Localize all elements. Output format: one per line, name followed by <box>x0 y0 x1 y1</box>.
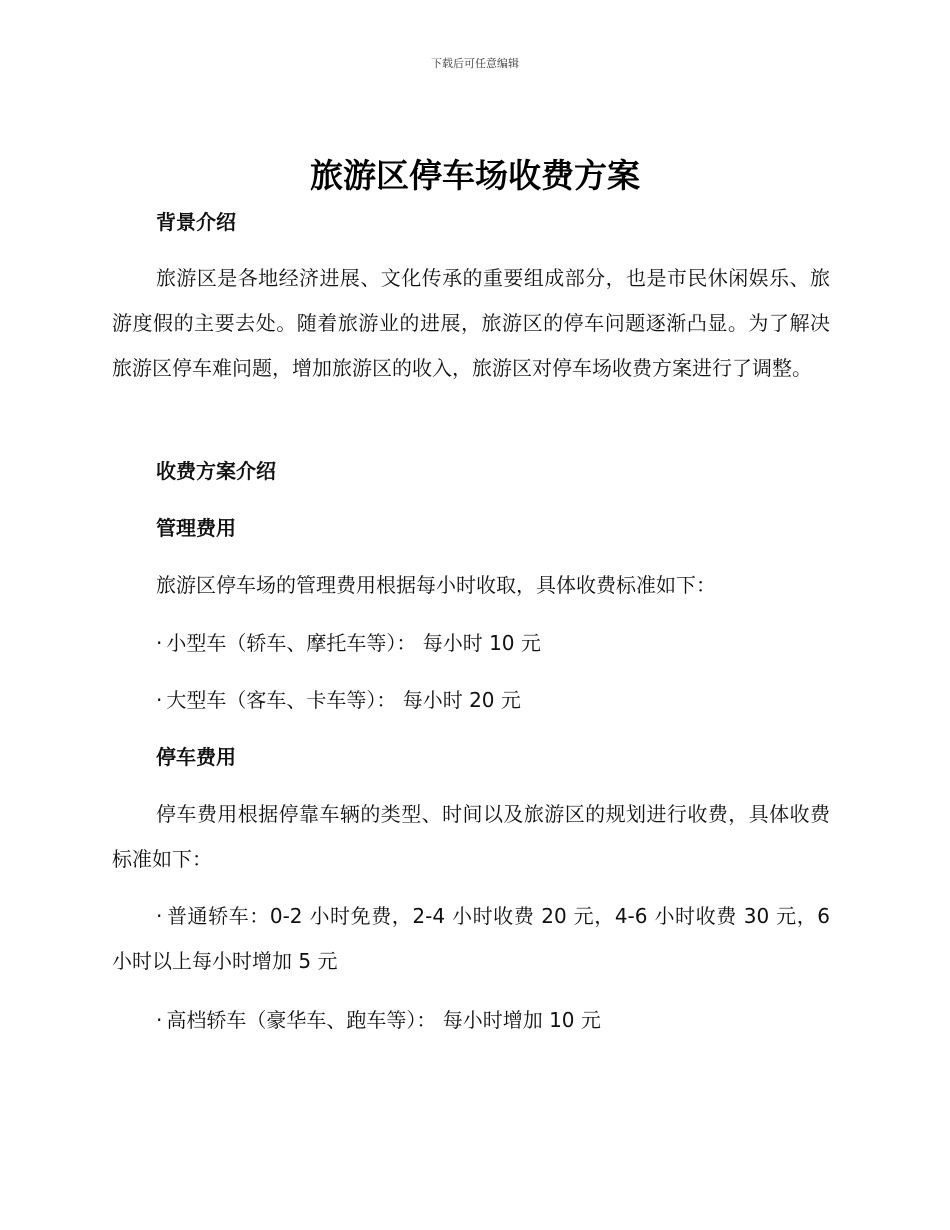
paragraph-parking-intro: 停车费用根据停靠车辆的类型、时间以及旅游区的规划进行收费，具体收费标准如下： <box>112 802 830 871</box>
document-title: 旅游区停车场收费方案 <box>310 156 640 195</box>
paragraph-management-intro: 旅游区停车场的管理费用根据每小时收取，具体收费标准如下： <box>156 573 716 597</box>
list-item-management-large <box>156 685 521 715</box>
list-item-text: 小型车（轿车、摩托车等）： 每小时 10 元 <box>166 631 541 655</box>
list-item-management-small <box>156 628 541 658</box>
header-note: 下载后可任意编辑 <box>431 57 519 70</box>
list-item-parking-luxury <box>156 1005 601 1035</box>
list-item-text: 普通轿车：0-2 小时免费，2-4 小时收费 20 元，4-6 小时收费 30 元，6 小时以上每小时增加 5 元 <box>112 904 830 973</box>
bullet-icon: · <box>156 631 163 655</box>
list-item-text: 高档轿车（豪华车、跑车等）： 每小时增加 10 元 <box>166 1008 601 1032</box>
list-item-parking-regular <box>112 894 830 984</box>
list-item-text: 大型车（客车、卡车等）： 每小时 20 元 <box>166 688 521 712</box>
heading-parking-fee: 停车费用 <box>156 745 236 769</box>
bullet-icon: · <box>156 688 163 712</box>
heading-fee-plan: 收费方案介绍 <box>156 459 276 483</box>
heading-management-fee: 管理费用 <box>156 516 236 540</box>
heading-background: 背景介绍 <box>156 210 236 234</box>
bullet-icon: · <box>156 904 163 928</box>
bullet-icon: · <box>156 1008 163 1032</box>
paragraph-background: 旅游区是各地经济进展、文化传承的重要组成部分，也是市民休闲娱乐、旅游度假的主要去处。随着旅游业的进展，旅游区的停车问题逐渐凸显。为了解决旅游区停车难问题，增加旅游区的收入，旅游区对停车场收费方案进行了调整。 <box>112 266 830 380</box>
